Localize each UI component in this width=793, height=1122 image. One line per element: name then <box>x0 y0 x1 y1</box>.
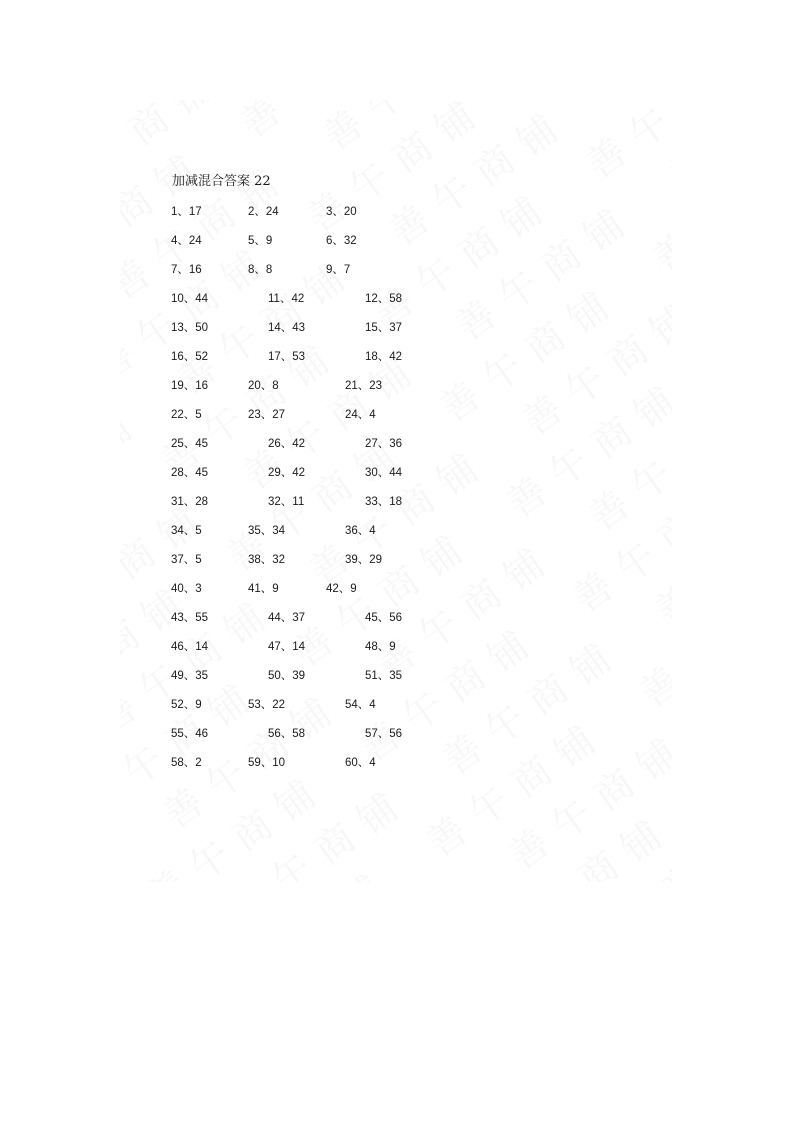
answer-item: 26、42 <box>268 438 306 450</box>
watermark-row <box>135 361 672 882</box>
answer-item: 59、10 <box>248 757 286 769</box>
watermark-row <box>151 314 672 843</box>
answer-item: 13、50 <box>171 322 209 334</box>
answer-item: 31、28 <box>171 496 209 508</box>
answer-item: 19、16 <box>171 380 209 392</box>
answer-item: 3、20 <box>326 206 357 218</box>
answer-item: 43、55 <box>171 612 209 624</box>
answer-item: 38、32 <box>248 554 286 566</box>
watermark <box>120 100 672 882</box>
answer-item: 37、5 <box>171 554 202 566</box>
answer-item: 17、53 <box>268 351 306 363</box>
answer-item: 47、14 <box>268 641 306 653</box>
answer-item: 36、4 <box>345 525 376 537</box>
answer-item: 56、58 <box>268 728 306 740</box>
answer-item: 7、16 <box>171 264 202 276</box>
answer-item: 18、42 <box>365 351 403 363</box>
answer-item: 1、17 <box>171 206 202 218</box>
answer-item: 39、29 <box>345 554 383 566</box>
answer-item: 27、36 <box>365 438 403 450</box>
page-title: 加减混合答案 22 <box>172 174 271 189</box>
answer-item: 12、58 <box>365 293 403 305</box>
answer-item: 52、9 <box>171 699 202 711</box>
answer-item: 10、44 <box>171 293 209 305</box>
answer-item: 23、27 <box>248 409 286 421</box>
answer-item: 14、43 <box>268 322 306 334</box>
answer-item: 30、44 <box>365 467 403 479</box>
answer-item: 15、37 <box>365 322 403 334</box>
answer-item: 40、3 <box>171 583 202 595</box>
answer-item: 48、9 <box>365 641 396 653</box>
document-sheet <box>120 100 672 882</box>
answer-item: 6、32 <box>326 235 357 247</box>
answer-item: 55、46 <box>171 728 209 740</box>
answer-item: 45、56 <box>365 612 403 624</box>
answer-item: 60、4 <box>345 757 376 769</box>
answer-item: 53、22 <box>248 699 286 711</box>
answer-item: 5、9 <box>248 235 273 247</box>
answer-item: 4、24 <box>171 235 202 247</box>
answer-item: 11、42 <box>268 293 305 305</box>
answer-item: 54、4 <box>345 699 376 711</box>
answer-item: 24、4 <box>345 409 376 421</box>
answer-item: 22、5 <box>171 409 202 421</box>
answer-item: 21、23 <box>345 380 383 392</box>
answer-item: 35、34 <box>248 525 286 537</box>
answer-item: 58、2 <box>171 757 202 769</box>
answer-item: 51、35 <box>365 670 403 682</box>
answer-item: 32、11 <box>268 496 305 508</box>
answer-item: 42、9 <box>326 583 357 595</box>
answer-item: 20、8 <box>248 380 279 392</box>
answer-item: 46、14 <box>171 641 209 653</box>
answer-item: 2、24 <box>248 206 279 218</box>
answer-item: 28、45 <box>171 467 209 479</box>
watermark-row <box>120 100 506 355</box>
answer-item: 33、18 <box>365 496 403 508</box>
answer-item: 29、42 <box>268 467 306 479</box>
answer-item: 57、56 <box>365 728 403 740</box>
answer-item: 16、52 <box>171 351 209 363</box>
answer-item: 34、5 <box>171 525 202 537</box>
watermark-row <box>268 552 672 882</box>
answer-item: 9、7 <box>326 264 351 276</box>
answer-item: 49、35 <box>171 670 209 682</box>
answer-item: 44、37 <box>268 612 306 624</box>
answer-item: 50、39 <box>268 670 306 682</box>
answer-item: 25、45 <box>171 438 209 450</box>
answer-item: 8、8 <box>248 264 273 276</box>
watermark-row <box>284 504 672 882</box>
answer-item: 41、9 <box>248 583 279 595</box>
